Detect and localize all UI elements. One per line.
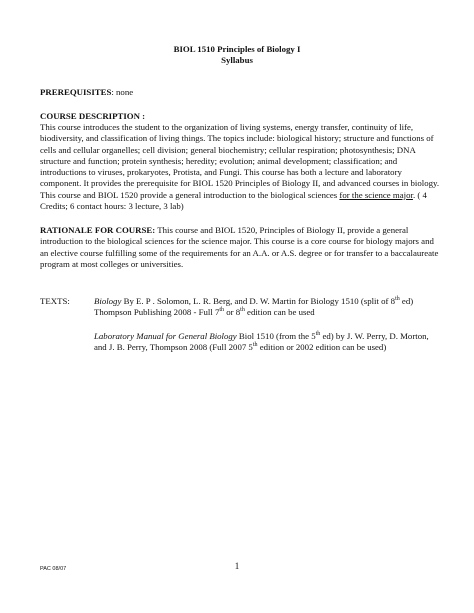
course-title: BIOL 1510 Principles of Biology I [173, 44, 301, 54]
rationale-section [40, 225, 440, 270]
rationale-text: This course and BIOL 1520, Principles of Biology II, provide a general introduction to the biological sciences for the science major. This course is a core course for biology majors and an elective course fulfilling some of the requirements for an A.A. or A.S. degree or for transfer to a baccalaureate program at most colleges or universities. [40, 225, 439, 269]
textbook-details: By E. P . Solomon, L. R. Berg, and D. W. Martin for Biology 1510 (split of 8 [121, 296, 396, 306]
ordinal-suffix: th [395, 296, 400, 303]
description-credits: . ( 4 Credits; 6 contact hours: 3 lecture, 3 lab) [40, 189, 427, 212]
prerequisites-value: : none [111, 87, 134, 97]
textbook-details: ed) Thompson Publishing 2008 - Full 7 [94, 296, 414, 318]
ordinal-suffix: th [315, 331, 321, 338]
lab-manual-title: Laboratory Manual for General Biology [94, 331, 237, 341]
texts-label: TEXTS: [40, 296, 70, 306]
lab-manual-details: ed) by J. W. Perry, D. Morton, and J. B. Perry, Thompson 2008 (Full 2007 5 [94, 331, 429, 353]
rationale-label: RATIONALE FOR COURSE: [40, 225, 156, 235]
ordinal-suffix: th [219, 307, 225, 314]
description-body: This course introduces the student to the organization of living systems, energy transfer, continuity of life, biodiversity, and classification of living things. The topics include: biological history; structure and functions of cells and cellular organelles; cell division; general biochemistry; cellular respiration; photosynthesis; DNA structure and function; protein synthesis; heredity; evolution; animal development; classification; and introductions to viruses, prokaryotes, Protista, and Fungi. This course has both a lecture and laboratory component. It provides the prerequisite for BIOL 1520 Principles of Biology II, and advanced courses in biology. This course and BIOL 1520 provide a general introduction to the biological sciences [40, 122, 440, 200]
textbook-title: Biology [94, 296, 122, 306]
lab-manual-details: edition or 2002 edition can be used) [257, 342, 387, 353]
lab-manual-details: Biol 1510 (from the 5 [236, 331, 316, 341]
lab-manual-entry [94, 331, 434, 354]
prerequisites-section [40, 87, 440, 98]
syllabus-heading: Syllabus [221, 55, 253, 65]
science-major-underline: for the science major [339, 189, 413, 200]
prerequisites-label: PREREQUISITES [40, 87, 112, 97]
ordinal-suffix: th [240, 307, 245, 314]
page-number: 1 [234, 561, 240, 571]
textbook-entry [94, 296, 434, 319]
footer-code: PAC 08/07 [40, 566, 67, 572]
course-description-label: COURSE DESCRIPTION : [40, 111, 146, 121]
textbook-details: or 8 [224, 307, 241, 318]
ordinal-suffix: th [252, 342, 258, 349]
textbook-details: edition can be used [244, 307, 315, 318]
course-description-text [40, 122, 440, 212]
